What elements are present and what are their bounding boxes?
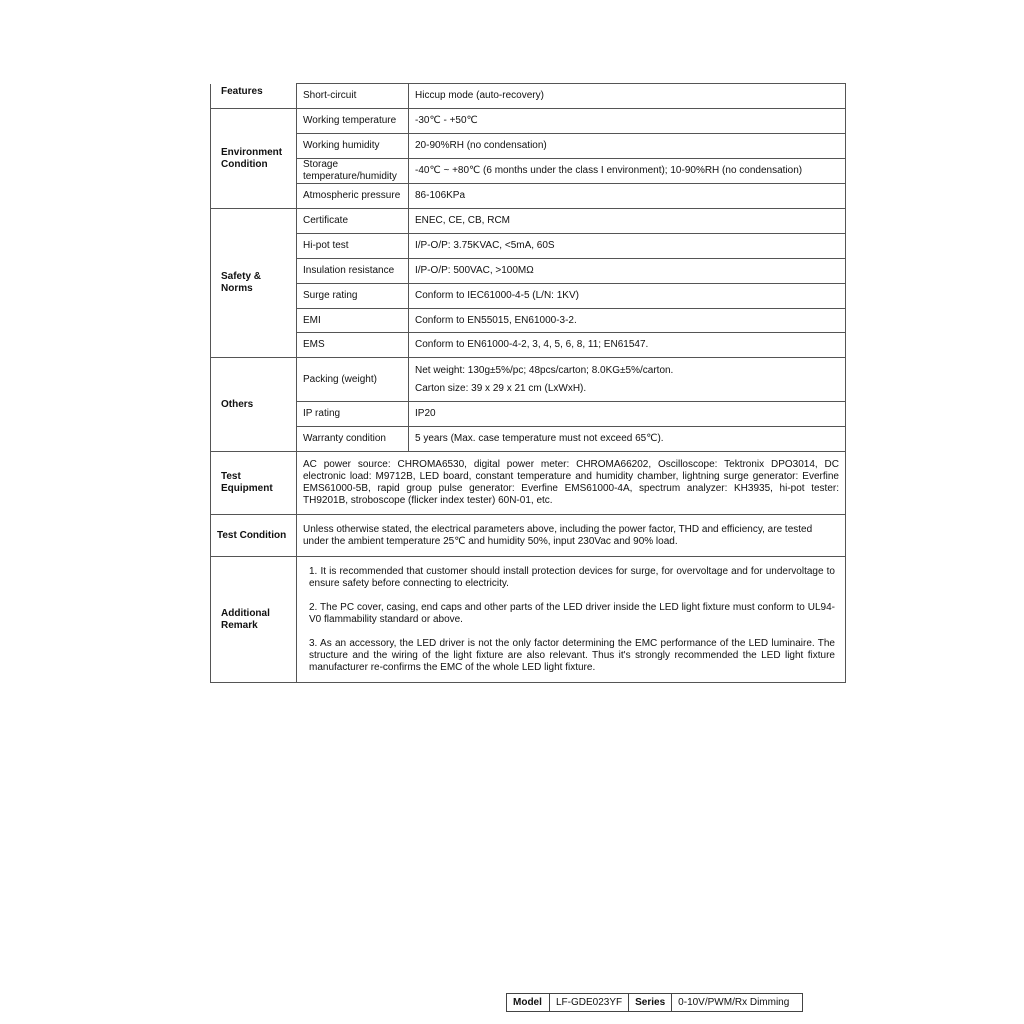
footer-model-table	[506, 993, 803, 1012]
param-label: Hi-pot test	[297, 234, 409, 259]
series-value: 0-10V/PWM/Rx Dimming	[672, 994, 803, 1012]
spec-row	[211, 309, 846, 333]
param-label: Working temperature	[297, 109, 409, 134]
param-label: Packing (weight)	[297, 358, 409, 402]
test-condition-line: under the ambient temperature 25℃ and humidity 50%, input 230Vac and 90% load.	[303, 535, 678, 547]
remark-list	[297, 557, 846, 683]
model-value: LF-GDE023YF	[550, 994, 629, 1012]
packing-line: Carton size: 39 x 29 x 21 cm (LxWxH).	[415, 382, 587, 394]
spec-row	[211, 557, 846, 683]
param-label: Warranty condition	[297, 427, 409, 452]
section-heading-features: Features	[211, 84, 297, 109]
section-heading-remark: Additional Remark	[211, 557, 297, 683]
param-value: Hiccup mode (auto-recovery)	[409, 84, 846, 109]
param-value: 5 years (Max. case temperature must not exceed 65℃).	[409, 427, 846, 452]
section-heading-others: Others	[211, 358, 297, 452]
section-heading-environment: Environment Condition	[211, 109, 297, 209]
param-value: Conform to IEC61000-4-5 (L/N: 1KV)	[409, 284, 846, 309]
param-value: 20-90%RH (no condensation)	[409, 134, 846, 159]
test-equipment-text: AC power source: CHROMA6530, digital power meter: CHROMA66202, Oscilloscope: Tektronix DPO3014, DC electronic load: M9712B, LED board, constant temperature and humidity chamber, lightning surge generator: Everfine EMS61000-5B, rapid group pulse generator: Everfine EMS61000-4A, spectrum analyzer: KH3935, hi-pot tester: TH9201B, stroboscope (flicker index tester) 60N-01, etc.	[297, 452, 846, 515]
param-label: Storage temperature/humidity	[297, 159, 409, 184]
spec-row	[211, 259, 846, 284]
param-label: EMI	[297, 309, 409, 333]
param-value: I/P-O/P: 3.75KVAC, <5mA, 60S	[409, 234, 846, 259]
spec-row	[211, 234, 846, 259]
spec-row	[211, 452, 846, 515]
spec-row	[211, 84, 846, 109]
spec-row	[211, 333, 846, 358]
param-value: 86-106KPa	[409, 184, 846, 209]
param-value: Conform to EN61000-4-2, 3, 4, 5, 6, 8, 11; EN61547.	[409, 333, 846, 358]
series-label: Series	[629, 994, 672, 1012]
param-value: I/P-O/P: 500VAC, >100MΩ	[409, 259, 846, 284]
footer-row	[507, 994, 803, 1012]
spec-row	[211, 209, 846, 234]
section-heading-test-equipment: Test Equipment	[211, 452, 297, 515]
param-value: -40℃ ~ +80℃ (6 months under the class I environment); 10-90%RH (no condensation)	[409, 159, 846, 184]
model-label: Model	[507, 994, 550, 1012]
spec-row	[211, 515, 846, 557]
param-value-packing	[409, 358, 846, 402]
remark-item: 3. As an accessory, the LED driver is not the only factor determining the EMC performance of the LED luminaire. The structure and the wiring of the light fixture are also relevant. Thus it's strongly recommended the LED light fixture manufacturer re-confirms the EMC of the whole LED light fixture.	[309, 637, 835, 673]
param-value: IP20	[409, 402, 846, 427]
spec-row	[211, 184, 846, 209]
packing-line: Net weight: 130g±5%/pc; 48pcs/carton; 8.0KG±5%/carton.	[415, 364, 674, 376]
param-label: Certificate	[297, 209, 409, 234]
remark-item: 1. It is recommended that customer should install protection devices for surge, for overvoltage and for undervoltage to ensure safety before connecting to electricity.	[309, 565, 835, 589]
section-heading-test-condition: Test Condition	[211, 515, 297, 557]
param-label: Short-circuit	[297, 84, 409, 109]
param-label: Insulation resistance	[297, 259, 409, 284]
param-label: IP rating	[297, 402, 409, 427]
spec-row	[211, 109, 846, 134]
spec-row	[211, 402, 846, 427]
spec-row	[211, 284, 846, 309]
spec-row	[211, 358, 846, 402]
param-value: -30℃ - +50℃	[409, 109, 846, 134]
param-label: Atmospheric pressure	[297, 184, 409, 209]
section-heading-safety: Safety & Norms	[211, 209, 297, 358]
param-label: Surge rating	[297, 284, 409, 309]
param-value: ENEC, CE, CB, RCM	[409, 209, 846, 234]
param-label: Working humidity	[297, 134, 409, 159]
param-label: EMS	[297, 333, 409, 358]
param-value: Conform to EN55015, EN61000-3-2.	[409, 309, 846, 333]
spec-table	[210, 83, 846, 683]
test-condition-line: Unless otherwise stated, the electrical parameters above, including the power factor, THD and efficiency, are tested	[303, 523, 813, 535]
remark-item: 2. The PC cover, casing, end caps and other parts of the LED driver inside the LED light fixture must conform to UL94-V0 flammability standard or above.	[309, 601, 835, 625]
spec-row	[211, 134, 846, 159]
spec-row	[211, 427, 846, 452]
test-condition-text	[297, 515, 846, 557]
spec-row	[211, 159, 846, 184]
